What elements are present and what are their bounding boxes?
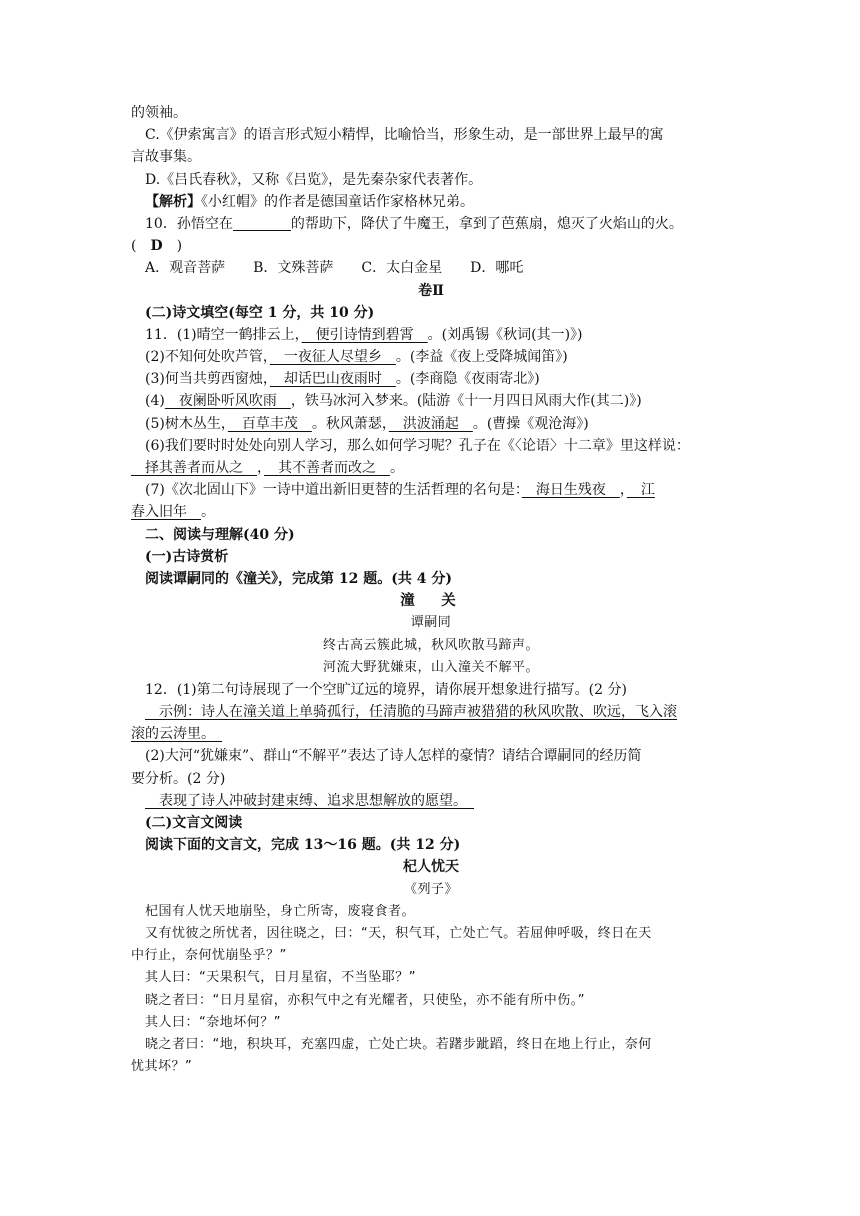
question-11-7: [131, 479, 731, 501]
passage-line: 中行止，奈何忧崩坠乎？”: [131, 948, 287, 964]
answer-text: 海日生残夜: [521, 482, 620, 499]
answer-letter: D: [150, 238, 163, 255]
answer-blank: [233, 216, 291, 231]
source-text: 。(李益《夜上受降城闻笛》): [395, 349, 568, 366]
source-text: 。(刘禹锡《秋词(其一)》): [427, 326, 583, 343]
section-heading: 二、阅读与理解(40 分): [145, 526, 295, 543]
section-title: 卷Ⅱ: [418, 282, 444, 299]
text-line: 言故事集。: [131, 149, 201, 166]
passage-line: 其人曰：“奈地坏何？”: [145, 1014, 281, 1030]
option-d: D.《吕氏春秋》，又称《吕览》，是先秦杂家代表著作。: [145, 171, 483, 188]
analysis-label: 【解析】: [145, 193, 201, 210]
question-text: (4): [145, 393, 165, 410]
question-11-4: [131, 390, 731, 412]
text-line: 的领袖。: [131, 105, 187, 121]
subsection-heading: (二)文言文阅读: [145, 815, 243, 831]
analysis-line: [131, 191, 731, 213]
passage-title: 杞人忧天: [403, 859, 459, 876]
options-line: A．观音菩萨 B．文殊菩萨 C．太白金星 D．哪吒: [145, 260, 524, 277]
passage-line: 其人曰：“天果积气，日月星宿，不当坠耶？”: [145, 970, 416, 986]
source-text: 。(李商隐《夜雨寄北》): [395, 371, 540, 388]
passage-line: 又有忧彼之所忧者，因往晓之，曰：“天，积气耳，亡处亡气。若屈伸呼吸，终日在天: [145, 925, 652, 941]
source-text: 。(曹操《观沧海》): [472, 415, 589, 432]
answer-text: 示例：诗人在潼关道上单骑孤行，任清脆的马蹄声被猎猎的秋风吹散、吹远，飞入滚: [145, 704, 677, 721]
question-text: (7)《次北固山下》一诗中道出新旧更替的生活哲理的名句是：: [145, 482, 522, 499]
passage-line: 忧其坏？”: [131, 1059, 193, 1075]
question-11-6: (6)我们要时时处处向别人学习，那么如何学习呢？孔子在《〈论语〉十二章》里这样说：: [145, 437, 690, 454]
punctuation: 。: [201, 504, 215, 521]
punctuation: ，: [257, 460, 264, 476]
passage-source: 《列子》: [403, 881, 458, 897]
section-heading: (二)诗文填空(每空 1 分，共 10 分): [145, 304, 375, 321]
answer-text: 滚的云涛里。: [131, 726, 222, 743]
question-11-5: [131, 413, 731, 435]
passage-line: 晓之者曰：“地，积块耳，充塞四虚，亡处亡块。若躇步跐蹈，终日在地上行止，奈何: [145, 1036, 652, 1052]
punctuation: 。: [390, 460, 404, 476]
question-text: 。秋风萧瑟，: [311, 415, 389, 432]
answer-text: 便引诗情到碧霄: [301, 326, 428, 343]
answer-text: 却话巴山夜雨时: [269, 371, 396, 388]
paren-close: ): [162, 238, 183, 255]
question-11-2: [131, 346, 731, 368]
question-10: [131, 213, 731, 235]
question-text: (2)不知何处吹芦管，: [145, 349, 270, 366]
answer-line: [131, 457, 731, 479]
source-text: ，铁马冰河入梦来。(陆游《十一月四日风雨大作(其二)》): [290, 393, 642, 410]
answer-text: 择其善者而从之: [131, 460, 257, 476]
answer-line: [131, 501, 731, 523]
question-text: (5)树木丛生，: [145, 415, 228, 432]
paren-open: (: [131, 238, 151, 255]
question-text: 11．(1)晴空一鹤排云上，: [145, 326, 302, 343]
answer-text: 江: [626, 482, 655, 499]
option-c: C.《伊索寓言》的语言形式短小精悍，比喻恰当，形象生动，是一部世界上最早的寓: [145, 127, 664, 144]
passage-line: 杞国有人忧天地崩坠，身亡所寄，废寝食者。: [145, 903, 416, 919]
poem-title: 潼 关: [400, 592, 462, 610]
poem-line: 终古高云簇此城，秋风吹散马蹄声。: [322, 637, 539, 653]
analysis-text: 《小红帽》的作者是德国童话作家格林兄弟。: [201, 193, 474, 210]
question-text: 的帮助下，降伏了牛魔王，拿到了芭蕉扇，熄灭了火焰山的火。: [290, 215, 683, 232]
answer-text: 夜阑卧听风吹雨: [164, 393, 291, 410]
document-page: [131, 102, 731, 1078]
question-12-1: 12．(1)第二句诗展现了一个空旷辽远的境界，请你展开想象进行描写。(2 分): [145, 681, 627, 698]
question-11-3: [131, 368, 731, 390]
passage-line: 晓之者曰：“日月星宿，亦积气中之有光耀者，只使坠，亦不能有所中伤。”: [145, 992, 585, 1008]
answer-text: 其不善者而改之: [264, 460, 390, 476]
answer-text: 洪波涌起: [388, 415, 473, 432]
answer-paren: [131, 235, 731, 257]
instruction: 阅读下面的文言文，完成 13～16 题。(共 12 分): [145, 837, 461, 854]
answer-text: 春入旧年: [131, 504, 201, 521]
question-text: 10．孙悟空在: [145, 215, 233, 232]
question-11-1: [131, 324, 731, 346]
poem-author: 谭嗣同: [410, 615, 452, 631]
question-text: (3)何当共剪西窗烛，: [145, 371, 270, 388]
text-line: 要分析。(2 分): [131, 770, 226, 787]
answer-text: 表现了诗人冲破封建束缚、追求思想解放的愿望。: [145, 792, 474, 809]
answer-text: 一夜征人尽望乡: [269, 349, 396, 366]
question-12-2: (2)大河“犹嫌束”、群山“不解平”表达了诗人怎样的豪情？请结合谭嗣同的经历简: [145, 748, 642, 765]
punctuation: ，: [619, 482, 627, 499]
poem-line: 河流大野犹嫌束，山入潼关不解平。: [322, 659, 539, 675]
answer-text: 百草丰茂: [227, 415, 312, 432]
subsection-heading: (一)古诗赏析: [145, 548, 229, 565]
instruction: 阅读谭嗣同的《潼关》，完成第 12 题。(共 4 分): [145, 570, 452, 587]
